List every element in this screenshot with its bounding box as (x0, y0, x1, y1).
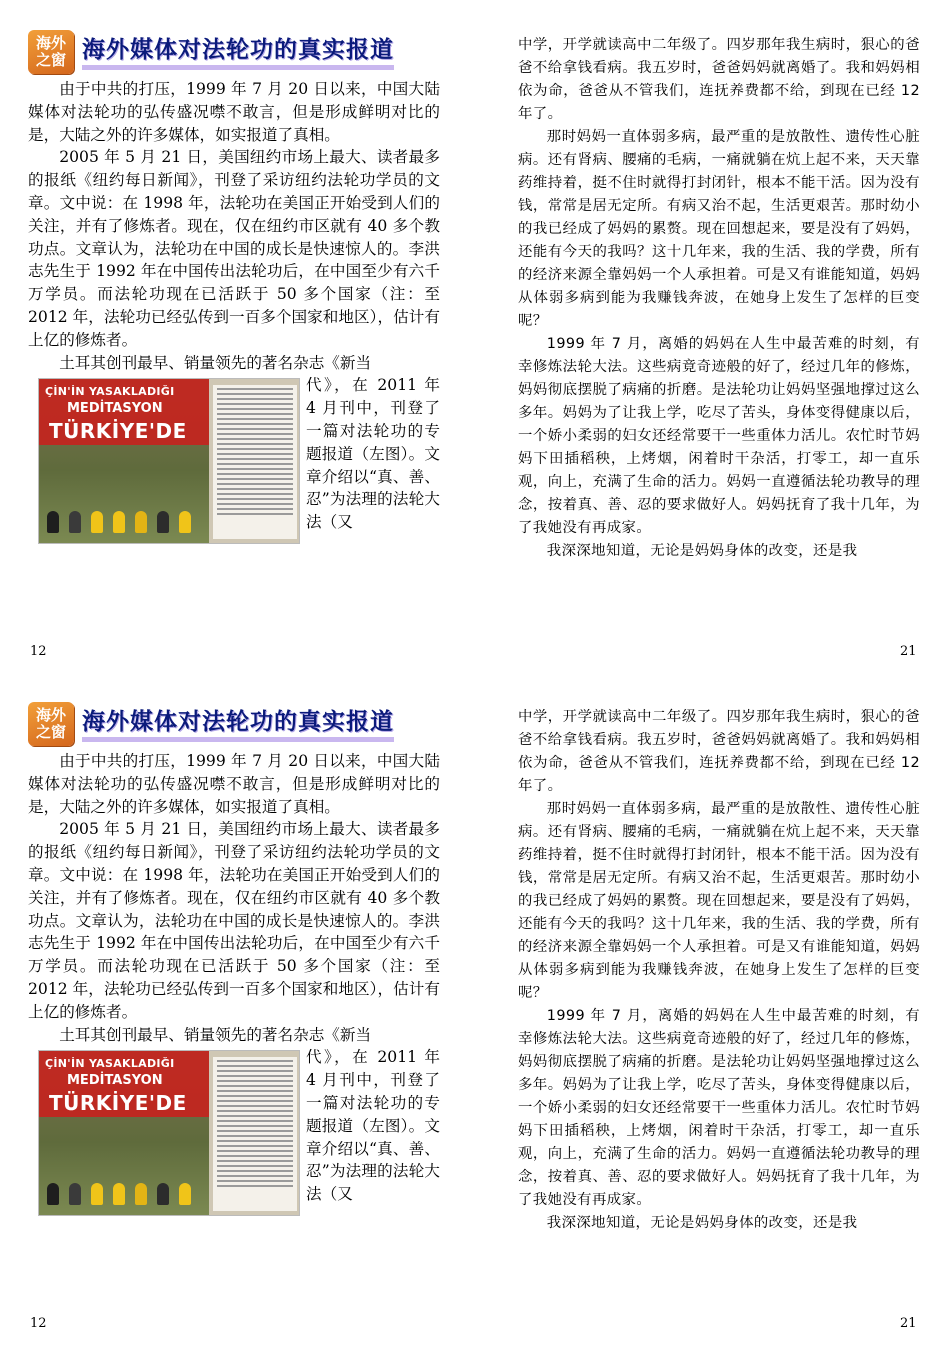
article-paragraph-1: 由于中共的打压，1999 年 7 月 20 日以来，中国大陆媒体对法轮功的弘传盛况噤不敢言，但是形成鲜明对比的是，大陆之外的许多媒体，如实报道了真相。 (28, 752, 440, 816)
logo-text-1: 海外 (35, 706, 66, 724)
article-paragraph-2: 2005 年 5 月 21 日，美国纽约市场上最大、读者最多的报纸《纽约每日新闻》，刊登了采访纽约法轮功学员的文章。文中说：在 1998 年，法轮功在美国正开始受到人们的关注，并有了修炼者。现在，仅在纽约市区就有 40 多个教功点。文章认为，法轮功在中国的成长是快速惊人的。李洪志先生于 1992 年在中国传出法轮功后，在中国至少有六千万学员。而法轮功现在已活跃于 50 多个国家（注：至 2012 年，法轮功已经弘传到一百多个国家和地区），估计有上亿的修炼者。 (28, 148, 440, 349)
magazine-headline-1: ÇİN'İN YASAKLADIĞI (45, 1057, 175, 1071)
page-number-left: 12 (30, 1316, 47, 1331)
logo-text-2: 之窗 (35, 51, 66, 69)
meditators-figures (47, 1171, 202, 1205)
right-page (518, 34, 920, 563)
magazine-photo (38, 378, 300, 544)
article-title: 海外媒体对法轮功的真实报道 (82, 707, 394, 742)
sheet-top (0, 0, 950, 672)
figure-row (28, 374, 440, 534)
right-page (518, 706, 920, 1235)
story-paragraph-1: 中学，开学就读高中二年级了。四岁那年我生病时，狠心的爸爸不给拿钱看病。我五岁时，爸爸妈妈就离婚了。我和妈妈相依为命，爸爸从不管我们，连抚养费都不给，到现在已经 12 年了。 (518, 37, 920, 122)
magazine-headline-2: MEDİTASYON (67, 1073, 163, 1089)
figure-row (28, 1046, 440, 1206)
article-paragraph-2: 2005 年 5 月 21 日，美国纽约市场上最大、读者最多的报纸《纽约每日新闻》，刊登了采访纽约法轮功学员的文章。文中说：在 1998 年，法轮功在美国正开始受到人们的关注，并有了修炼者。现在，仅在纽约市区就有 40 多个教功点。文章认为，法轮功在中国的成长是快速惊人的。李洪志先生于 1992 年在中国传出法轮功后，在中国至少有六千万学员。而法轮功现在已活跃于 50 多个国家（注：至 2012 年，法轮功已经弘传到一百多个国家和地区），估计有上亿的修炼者。 (28, 820, 440, 1021)
meditators-figures (47, 499, 202, 533)
left-page (28, 30, 440, 534)
article-title: 海外媒体对法轮功的真实报道 (82, 35, 394, 70)
magazine-photo (38, 1050, 300, 1216)
story-paragraph-1: 中学，开学就读高中二年级了。四岁那年我生病时，狠心的爸爸不给拿钱看病。我五岁时，爸爸妈妈就离婚了。我和妈妈相依为命，爸爸从不管我们，连抚养费都不给，到现在已经 12 年了。 (518, 709, 920, 794)
story-paragraph-2: 那时妈妈一直体弱多病，最严重的是放散性、遗传性心脏病。还有肾病、腰痛的毛病，一痛就躺在炕上起不来，天天靠药维持着，挺不住时就得打封闭针，根本不能干活。因为没有钱，常常是居无定所。有病又治不起，生活更艰苦。那时幼小的我已经成了妈妈的累赘。现在回想起来，要是没有了妈妈，还能有今天的我吗？这十几年来，我的生活、我的学费，所有的经济来源全靠妈妈一个人承担着。可是又有谁能知道，妈妈从体弱多病到能为我赚钱奔波，在她身上发生了怎样的巨变呢？ (518, 129, 920, 329)
article-paragraph-1: 由于中共的打压，1999 年 7 月 20 日以来，中国大陆媒体对法轮功的弘传盛况噤不敢言，但是形成鲜明对比的是，大陆之外的许多媒体，如实报道了真相。 (28, 80, 440, 144)
story-paragraph-2: 那时妈妈一直体弱多病，最严重的是放散性、遗传性心脏病。还有肾病、腰痛的毛病，一痛就躺在炕上起不来，天天靠药维持着，挺不住时就得打封闭针，根本不能干活。因为没有钱，常常是居无定所。有病又治不起，生活更艰苦。那时幼小的我已经成了妈妈的累赘。现在回想起来，要是没有了妈妈，还能有今天的我吗？这十几年来，我的生活、我的学费，所有的经济来源全靠妈妈一个人承担着。可是又有谁能知道，妈妈从体弱多病到能为我赚钱奔波，在她身上发生了怎样的巨变呢？ (518, 801, 920, 1001)
sheet-bottom (0, 672, 950, 1344)
article-paragraph-3-intro: 土耳其创刊最早、销量领先的著名杂志《新当 (59, 353, 372, 372)
overseas-window-logo (28, 30, 74, 74)
story-paragraph-3: 1999 年 7 月，离婚的妈妈在人生中最苦难的时刻，有幸修炼法轮大法。这些病竟奇迹般的好了，经过几年的修炼，妈妈彻底摆脱了病痛的折磨。是法轮功让妈妈坚强地撑过这么多年。妈妈为了让我上学，吃尽了苦头，身体变得健康以后，一个娇小柔弱的妇女还经常要干一些重体力活儿。农忙时节妈妈下田插稻秧，上烤烟，闲着时干杂活，打零工，却一直乐观，向上，充满了生命的活力。妈妈一直遵循法轮功教导的理念，按着真、善、忍的要求做好人。妈妈抚育了我十几年，为了我她没有再成家。 (518, 1008, 920, 1208)
article-header (28, 30, 440, 74)
logo-text-1: 海外 (35, 34, 66, 52)
story-paragraph-3: 1999 年 7 月，离婚的妈妈在人生中最苦难的时刻，有幸修炼法轮大法。这些病竟奇迹般的好了，经过几年的修炼，妈妈彻底摆脱了病痛的折磨。是法轮功让妈妈坚强地撑过这么多年。妈妈为了让我上学，吃尽了苦头，身体变得健康以后，一个娇小柔弱的妇女还经常要干一些重体力活儿。农忙时节妈妈下田插稻秧，上烤烟，闲着时干杂活，打零工，却一直乐观，向上，充满了生命的活力。妈妈一直遵循法轮功教导的理念，按着真、善、忍的要求做好人。妈妈抚育了我十几年，为了我她没有再成家。 (518, 336, 920, 536)
wrapped-text (306, 374, 440, 534)
story-paragraph-4: 我深深地知道，无论是妈妈身体的改变，还是我 (546, 1215, 858, 1231)
logo-text-2: 之窗 (35, 723, 66, 741)
page-number-right: 21 (900, 644, 917, 659)
article-paragraph-3-wrap: 代》，在 2011 年 4 月刊中，刊登了一篇对法轮功的专题报道（左图）。文章介绍以“真、善、忍”为法理的法轮大法（又 (306, 1048, 440, 1204)
magazine-text-column (213, 385, 297, 539)
magazine-headline-2: MEDİTASYON (67, 401, 163, 417)
magazine-headline-3: TÜRKİYE'DE (49, 419, 187, 444)
overseas-window-logo (28, 702, 74, 746)
magazine-headline-1: ÇİN'İN YASAKLADIĞI (45, 385, 175, 399)
article-header (28, 702, 440, 746)
page-number-left: 12 (30, 644, 47, 659)
article-paragraph-3-intro: 土耳其创刊最早、销量领先的著名杂志《新当 (59, 1025, 372, 1044)
magazine-text-column (213, 1057, 297, 1211)
article-paragraph-3-wrap: 代》，在 2011 年 4 月刊中，刊登了一篇对法轮功的专题报道（左图）。文章介绍以“真、善、忍”为法理的法轮大法（又 (306, 376, 440, 532)
wrapped-text (306, 1046, 440, 1206)
magazine-headline-3: TÜRKİYE'DE (49, 1091, 187, 1116)
story-paragraph-4: 我深深地知道，无论是妈妈身体的改变，还是我 (546, 543, 858, 559)
left-page (28, 702, 440, 1206)
page-number-right: 21 (900, 1316, 917, 1331)
